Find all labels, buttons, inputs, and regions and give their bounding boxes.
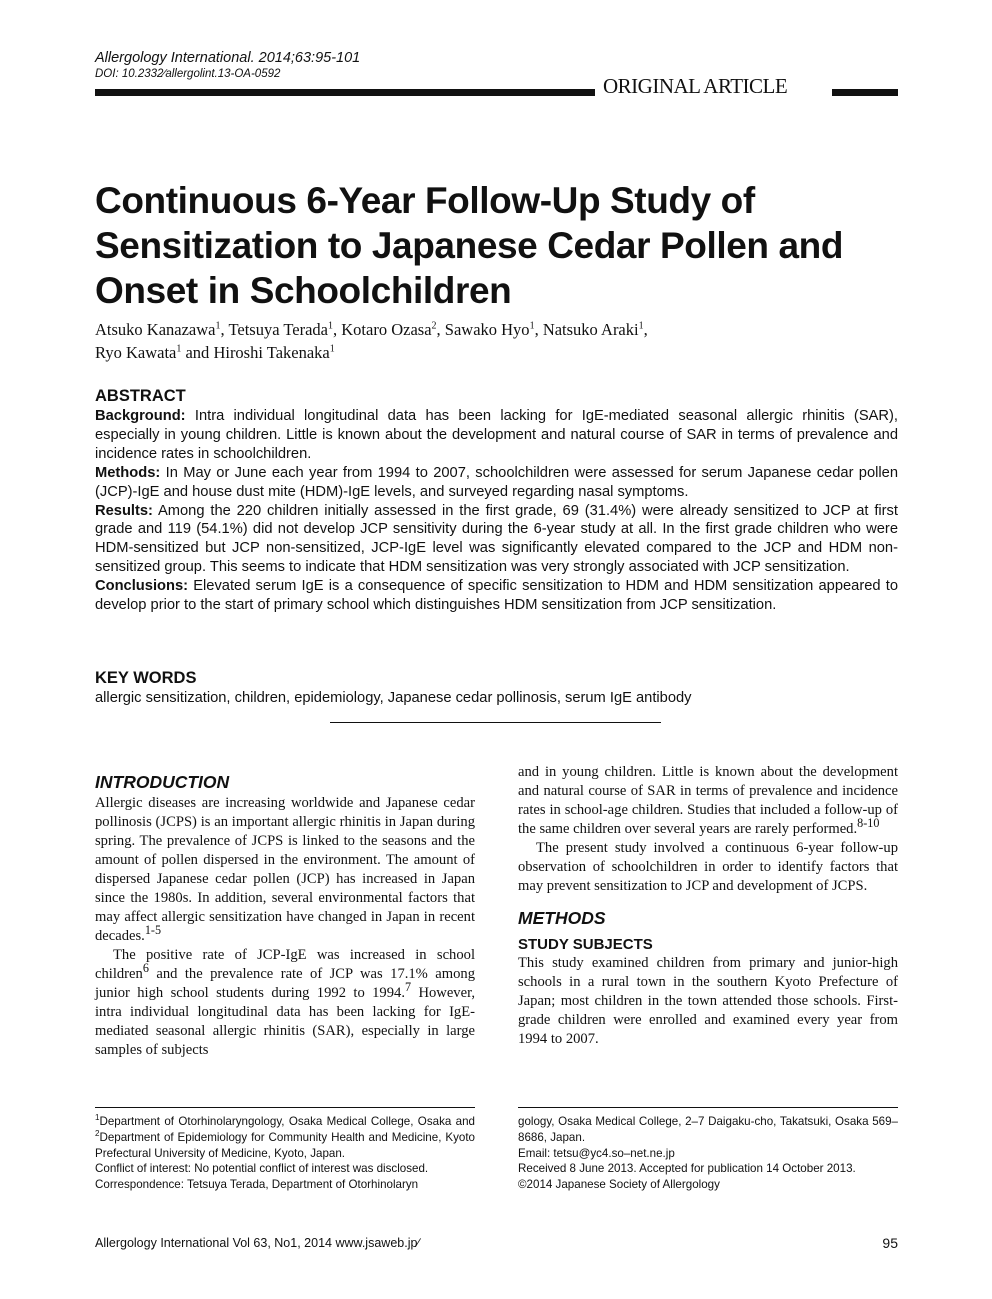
- methods-heading: METHODS: [518, 908, 606, 928]
- footnotes-left: [95, 1114, 475, 1193]
- author-affiliation: 1: [529, 320, 535, 332]
- conflict-of-interest: Conflict of interest: No potential conflict of interest was disclosed.: [95, 1162, 429, 1176]
- abstract: [95, 386, 898, 615]
- footnotes-right: [518, 1114, 898, 1193]
- author-name: Sawako Hyo: [444, 320, 530, 339]
- abstract-results: Results: Among the 220 children initially assessed in the first grade, 69 (31.4%) were already sensitized to JCP at first grade and 119 (54.1%) did not develop JCP sensitivity during the 6-year study at all. In the first grade children who were HDM-sensitized but JCP non-sensitized, JCP-IgE level was significantly elevated compared to the JCP and HDM non-sensitized group. This seems to indicate that HDM sensitization was very strongly associated with JCP sensitization.: [95, 502, 898, 576]
- abstract-background: Background: Intra individual longitudinal data has been lacking for IgE-mediated seasonal allergic rhinitis (SAR), especially in young children. Little is known about the development and natural course of SAR in terms of prevalence and incidence rates in schoolchildren.: [95, 408, 898, 462]
- author-name: Kotaro Ozasa: [341, 320, 432, 339]
- abstract-methods: Methods: In May or June each year from 1994 to 2007, schoolchildren were assessed for serum Japanese cedar pollen (JCP)-IgE and house dust mite (HDM)-IgE levels, and surveyed regarding nasal symptoms.: [95, 464, 898, 500]
- correspondence-continued: gology, Osaka Medical College, 2–7 Daigaku-cho, Takatsuki, Osaka 569–8686, Japan.: [518, 1115, 898, 1144]
- email: Email: tetsu@yc4.so–net.ne.jp: [518, 1146, 675, 1160]
- author-name: Natsuko Araki: [542, 320, 639, 339]
- author-affiliation: 1: [215, 320, 221, 332]
- copyright: ©2014 Japanese Society of Allergology: [518, 1178, 720, 1192]
- abstract-heading: ABSTRACT: [95, 387, 186, 405]
- column-right: [518, 763, 898, 1049]
- received-accepted: Received 8 June 2013. Accepted for publication 14 October 2013.: [518, 1162, 856, 1176]
- article-title: Continuous 6-Year Follow-Up Study of Sensitization to Japanese Cedar Pollen and Onset in Schoolchildren: [95, 180, 844, 311]
- keywords-heading: KEY WORDS: [95, 669, 197, 687]
- study-subjects-heading: STUDY SUBJECTS: [518, 936, 653, 953]
- methods-paragraph-1: This study examined children from primary and junior-high schools in a rural town in the southern Kyoto Prefecture of Japan; most children in the town attended those schools. First-grade children were enrolled and examined every year from 1994 to 2007.: [518, 955, 898, 1047]
- introduction-paragraph-3: The present study involved a continuous 6-year follow-up observation of schoolchildren in order to identify factors that may prevent sensitization to JCP and development of JCPS.: [518, 840, 898, 894]
- column-left: [95, 770, 475, 1060]
- author-affiliation: 1: [328, 320, 334, 332]
- footer-journal: Allergology International Vol 63, No1, 2014 www.jsaweb.jp∕: [95, 1236, 420, 1250]
- author-list: Atsuko Kanazawa$^1$, Tetsuya Terada$^1$, Kotaro Ozasa$^2$, Sawako Hyo$^1$, Natsuko Araki$^1$, Ryo Kawata$^1$ and Hiroshi Takenaka$^1$: [95, 320, 648, 362]
- author-name: Atsuko Kanazawa: [95, 320, 216, 339]
- header-rule-left: [95, 89, 595, 96]
- journal-citation: Allergology International. 2014;63:95-101: [95, 50, 361, 66]
- author-affiliation: 1: [638, 320, 644, 332]
- header-rule-right: [832, 89, 898, 96]
- introduction-heading: INTRODUCTION: [95, 772, 230, 792]
- introduction-paragraph-2-continued: and in young children. Little is known about the development and natural course of SAR in terms of prevalence and incidence rates in school-age children. Studies that included a follow-up of the same children over several years are rarely performed.$^{8-10}$: [518, 764, 898, 837]
- affiliations: $^1$Department of Otorhinolaryngology, Osaka Medical College, Osaka and $^2$Department of Epidemiology for Community Health and Medicine, Kyoto Prefectural University of Medicine, Kyoto, Japan.: [95, 1113, 475, 1160]
- author-name: Hiroshi Takenaka: [213, 343, 330, 362]
- page-number: 95: [882, 1235, 898, 1251]
- keywords-text: allergic sensitization, children, epidemiology, Japanese cedar pollinosis, serum IgE antibody: [95, 690, 692, 706]
- author-affiliation: 1: [176, 343, 182, 355]
- author-name: Tetsuya Terada: [228, 320, 329, 339]
- footnote-rule-right: [518, 1107, 898, 1108]
- author-affiliation: 2: [431, 320, 437, 332]
- correspondence: Correspondence: Tetsuya Terada, Department of Otorhinolaryn: [95, 1178, 419, 1192]
- section-divider: [330, 722, 661, 723]
- footnote-rule-left: [95, 1107, 475, 1108]
- author-affiliation: 1: [329, 343, 335, 355]
- introduction-paragraph-1: Allergic diseases are increasing worldwide and Japanese cedar pollinosis (JCPS) is an important allergic rhinitis in Japan during spring. The prevalence of JCPS is linked to the seasons and the amount of pollen dispersed in the environment. The amount of dispersed Japanese cedar pollen (JCP) has increased in Japan since the 1980s. In addition, several environmental factors that may affect allergic sensitization have changed in Japan in recent decades.$^{1-5}$: [95, 795, 475, 944]
- abstract-conclusions: Conclusions: Elevated serum IgE is a consequence of specific sensitization to HDM and HDM sensitization appeared to develop prior to the start of primary school which distinguishes HDM sensitization from JCP sensitization.: [95, 578, 898, 614]
- article-type-label: ORIGINAL ARTICLE: [603, 74, 788, 98]
- author-name: Ryo Kawata: [95, 343, 177, 362]
- doi: DOI: 10.2332∕allergolint.13-OA-0592: [95, 68, 281, 80]
- keywords: [95, 668, 898, 708]
- introduction-paragraph-2: The positive rate of JCP-IgE was increased in school children$^6$ and the prevalence rate of JCP was 17.1% among junior high school students during 1992 to 1994.$^7$ However, intra individual longitudinal data has been lacking for IgE-mediated seasonal allergic rhinitis (SAR), especially in large samples of subjects: [95, 947, 475, 1058]
